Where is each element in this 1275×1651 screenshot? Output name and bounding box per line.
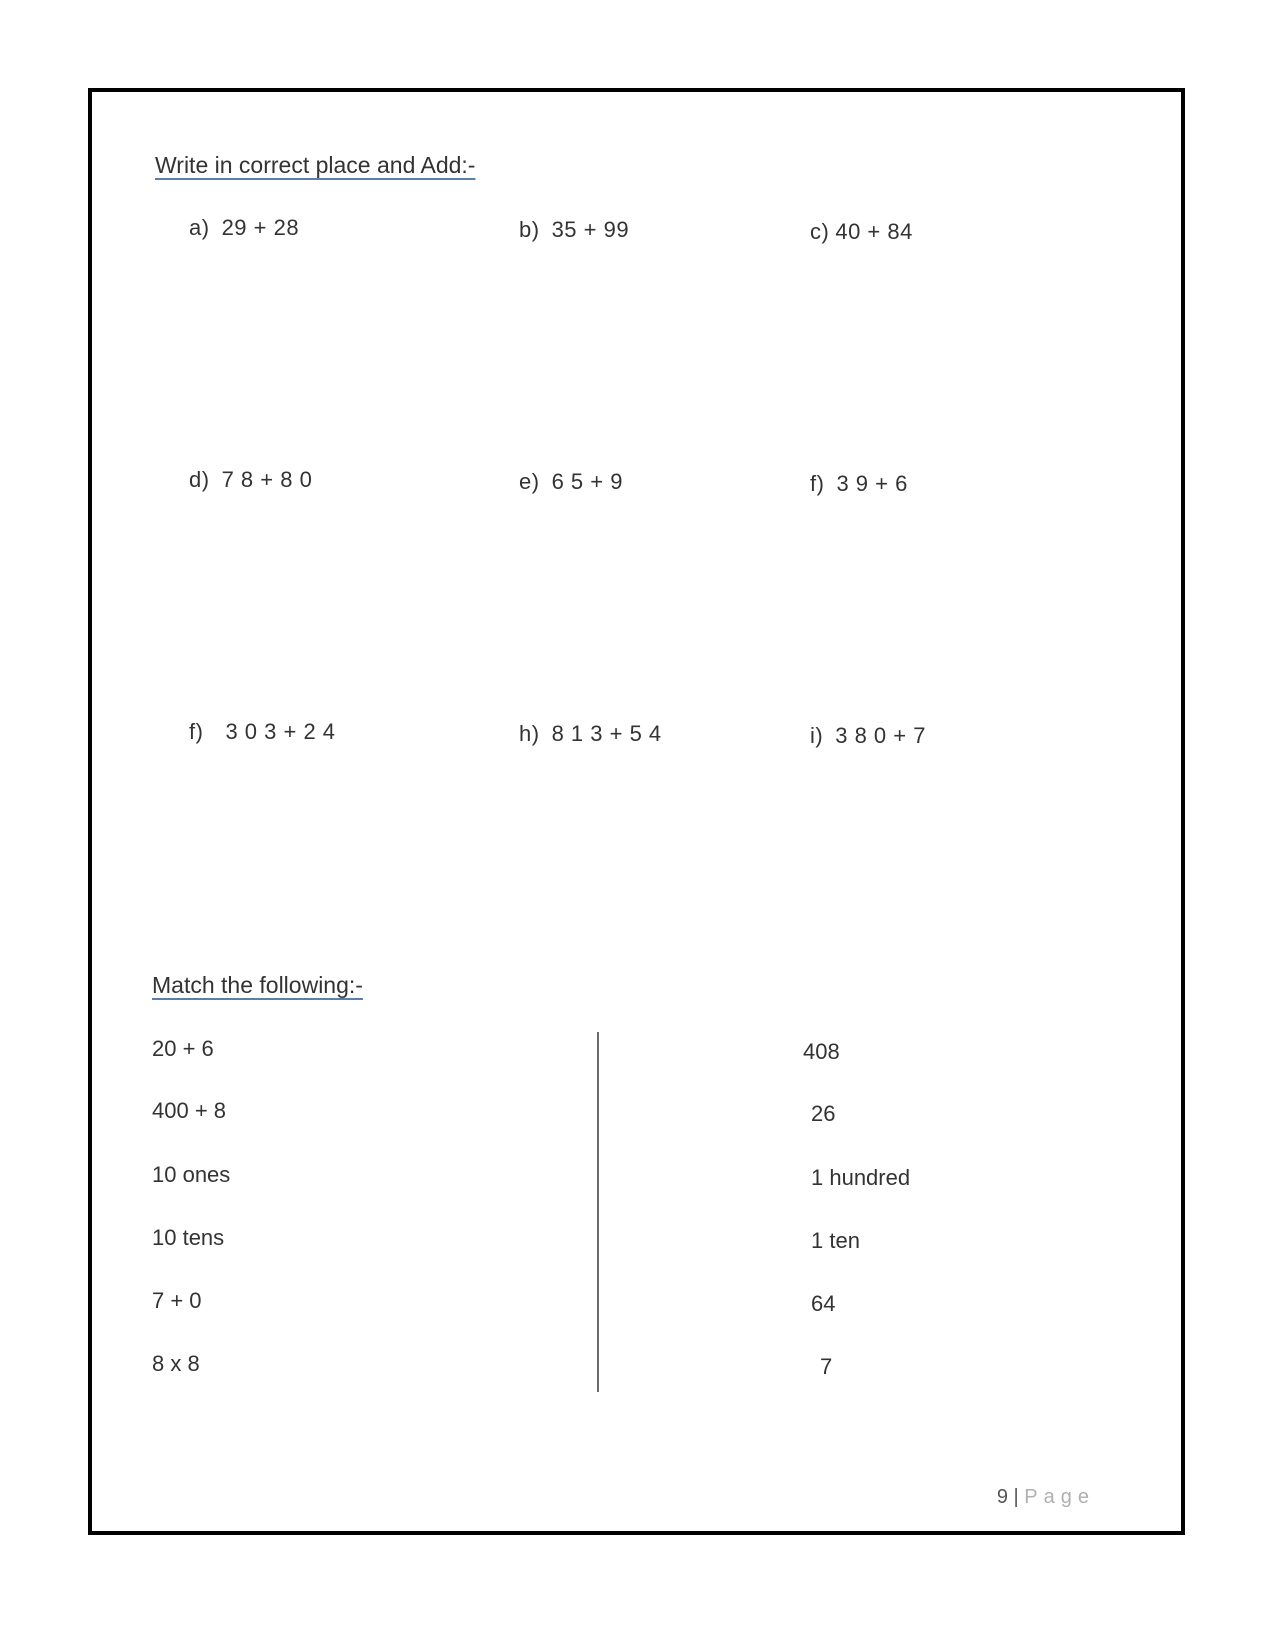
match-right-item: 64 bbox=[811, 1291, 836, 1316]
problem-e bbox=[519, 469, 623, 495]
problem-b bbox=[519, 217, 629, 243]
problem-expression: 3 8 0 + 7 bbox=[835, 723, 926, 748]
match-left-item: 20 + 6 bbox=[152, 1036, 214, 1061]
add-section-heading: Write in correct place and Add:- bbox=[155, 152, 476, 178]
problem-expression: 8 1 3 + 5 4 bbox=[551, 721, 662, 746]
match-right-item: 26 bbox=[811, 1101, 836, 1126]
match-left-item: 10 ones bbox=[152, 1162, 231, 1187]
page-separator: | bbox=[1013, 1486, 1019, 1508]
problem-letter: h) bbox=[519, 721, 540, 746]
match-left-item: 400 + 8 bbox=[152, 1098, 227, 1123]
problem-i bbox=[810, 723, 926, 749]
match-right-item: 408 bbox=[803, 1039, 840, 1064]
problem-expression: 3 9 + 6 bbox=[836, 471, 908, 496]
page-footer bbox=[997, 1486, 1095, 1509]
problem-expression: 29 + 28 bbox=[221, 215, 300, 240]
problem-c bbox=[810, 219, 913, 245]
problem-expression: 6 5 + 9 bbox=[551, 469, 623, 494]
match-right-item: 7 bbox=[820, 1354, 833, 1379]
page-word: Page bbox=[1024, 1486, 1095, 1508]
problem-letter: a) bbox=[189, 215, 210, 240]
match-left-item: 7 + 0 bbox=[152, 1288, 202, 1313]
match-section-heading: Match the following:- bbox=[152, 972, 363, 998]
problem-letter: e) bbox=[519, 469, 540, 494]
problem-d bbox=[189, 467, 312, 493]
problem-h bbox=[519, 721, 662, 747]
problem-letter: c) bbox=[810, 219, 830, 244]
problem-letter: d) bbox=[189, 467, 210, 492]
problem-expression: 40 + 84 bbox=[835, 219, 913, 244]
match-left-item: 8 x 8 bbox=[152, 1351, 200, 1376]
problem-letter: b) bbox=[519, 217, 540, 242]
problem-expression: 35 + 99 bbox=[551, 217, 630, 242]
match-left-item: 10 tens bbox=[152, 1225, 225, 1250]
problem-f bbox=[810, 471, 908, 497]
page-number: 9 bbox=[996, 1486, 1008, 1508]
match-right-item: 1 hundred bbox=[811, 1165, 911, 1190]
problem-g bbox=[189, 719, 336, 745]
problem-letter: f) bbox=[810, 471, 825, 496]
problem-letter: f) bbox=[189, 719, 204, 744]
problem-expression: 7 8 + 8 0 bbox=[221, 467, 313, 492]
match-divider-line bbox=[597, 1032, 599, 1392]
problem-a bbox=[189, 215, 299, 241]
problem-letter: i) bbox=[810, 723, 824, 748]
problem-expression: 3 0 3 + 2 4 bbox=[225, 719, 336, 744]
match-right-item: 1 ten bbox=[811, 1228, 860, 1253]
page-frame bbox=[88, 88, 1185, 1535]
